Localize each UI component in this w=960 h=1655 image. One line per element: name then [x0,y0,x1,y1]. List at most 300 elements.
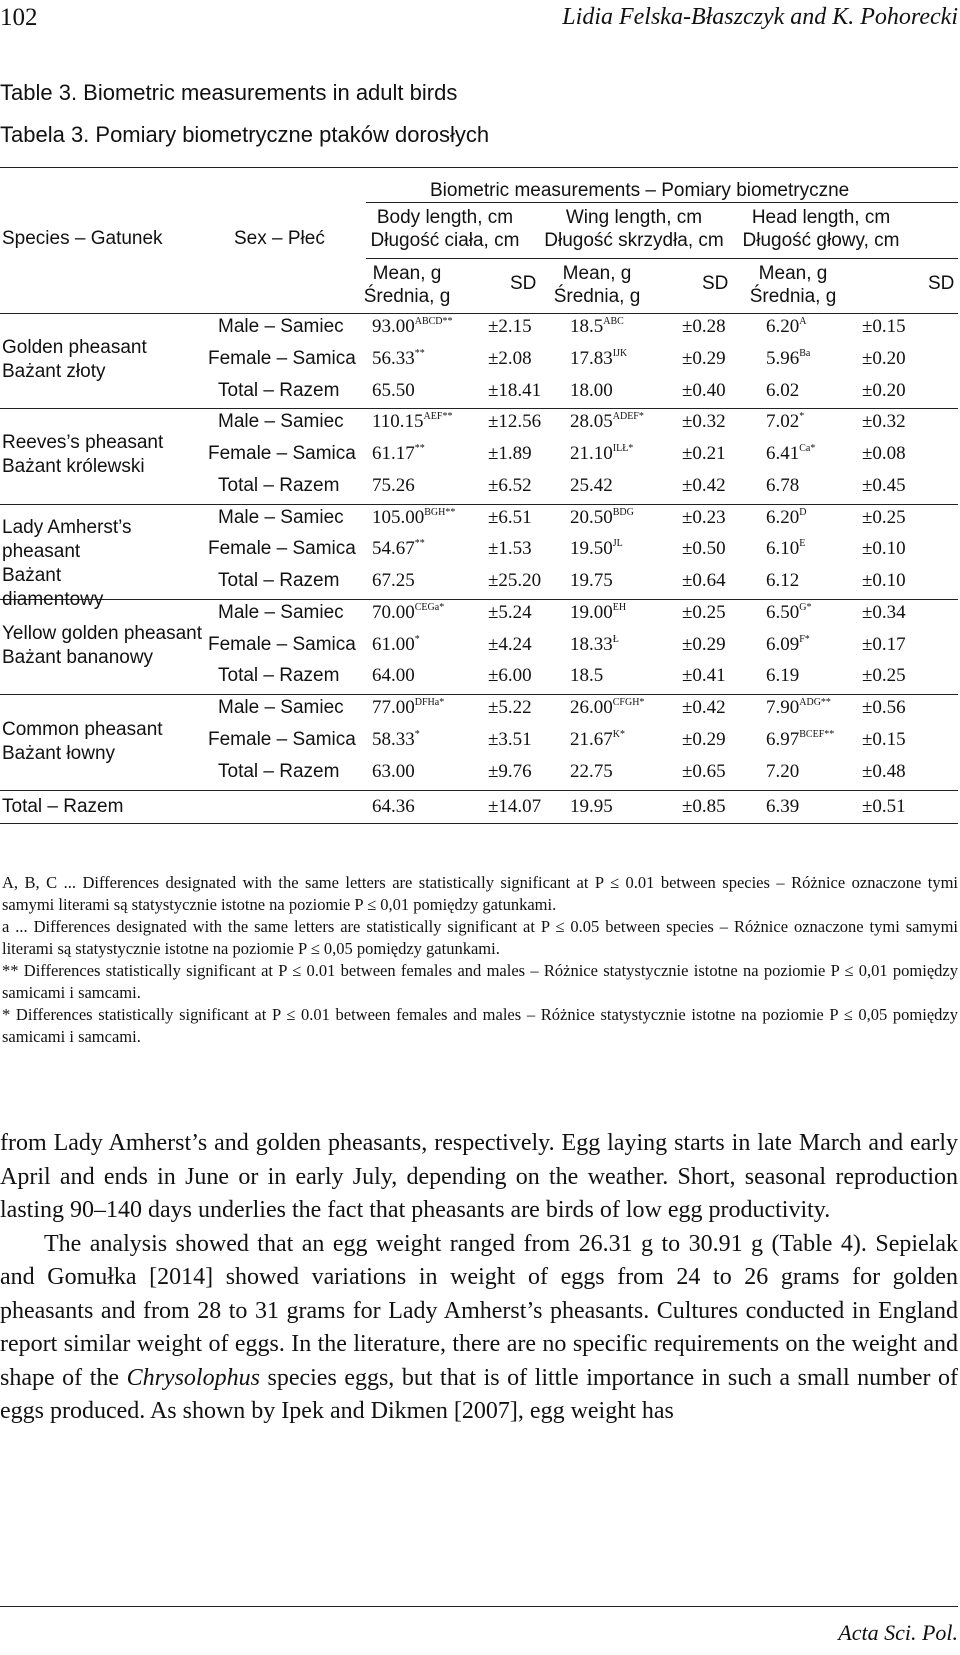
wing-mean-cell [570,475,613,497]
significance-marker: ADEF* [612,411,644,423]
wing-mean-cell [570,538,623,560]
head-mean-cell [766,443,815,465]
body-mean-cell [372,507,455,529]
sex-cell [218,475,339,497]
sex-cell [208,538,356,560]
head-sd-cell [862,729,906,751]
cell-value: ±4.24 [488,633,532,655]
cell-value: ±0.34 [862,601,906,623]
sex-cell [218,411,344,433]
head-length-header-en: Head length, cm [751,207,891,228]
cell-value: 6.12 [766,570,800,591]
cell-value: ±25.20 [488,570,542,591]
species-name-pl: Bażant bananowy [2,647,154,668]
cell-value: ±0.20 [862,379,906,401]
cell-value: ±2.15 [488,316,532,337]
significance-marker: D [799,506,807,518]
cell-value: 17.83 [570,347,613,369]
significance-marker: Ł [612,633,619,645]
head-mean-cell [766,602,811,624]
cell-value: Total – Razem [218,760,340,782]
species-reeves-pheasant [2,431,207,479]
wing-sd-cell [682,348,726,370]
body-sd-header: SD [510,273,537,294]
cell-value: 6.09 [766,633,800,655]
cell-value: 18.00 [570,379,613,401]
body-mean-cell [372,411,452,433]
col-species-header: Species – Gatunek [2,228,163,249]
cell-value: ±12.56 [488,411,542,433]
head-sd-header: SD [928,273,955,294]
body-text [0,1127,958,1429]
cell-value: 56.33 [372,347,415,369]
cell-value: ±0.32 [682,411,726,433]
body-mean-cell [372,729,420,751]
footnote: A, B, C ... Differences designated with the same letters are statistically significant at P ≤ 0.01 between species – Różnice oznaczone tymi samymi literami są statystycznie istotne na poziomie P ≤ 0,01 pomiędzy gatunkami. [2,873,958,914]
head-mean-cell [766,665,799,687]
cell-value: ±0.25 [862,665,906,687]
cell-value: Total – Razem [218,474,340,496]
paragraph [0,1228,958,1429]
table-caption-pl: Tabela 3. Pomiary biometryczne ptaków dorosłych [0,122,490,147]
sex-cell [218,507,344,529]
wing-sd-cell [682,507,726,529]
head-mean-header [748,262,838,308]
significance-marker: ** [414,443,425,454]
cell-value: 54.67 [372,538,415,560]
paragraph-text: The analysis showed that an egg weight ranged from 26.31 g to 30.91 g (Table 4). Sepielak and Gomułka [2014] showed variations in weight of eggs from 24 to 26 grams for golden pheasants and from 28 to 31 grams for Lady Amherst’s pheasants. Cultures conducted in England report similar weight of eggs. In the literature, there are no specific requirements on the weight and shape of the [0,1230,958,1391]
cell-value: ±0.08 [862,443,906,464]
head-length-header-pl: Długość głowy, cm [742,230,900,251]
running-head: Lidia Felska-Błaszczyk and K. Pohorecki [562,4,958,30]
body-sd-cell [488,538,532,560]
wing-sd-header: SD [702,273,729,294]
significance-marker: DFHa* [414,697,445,708]
wing-mean-cell [570,411,644,433]
cell-value: Male – Samiec [218,316,344,337]
significance-marker: ABCD** [414,316,453,327]
cell-value: 6.02 [766,379,800,401]
cell-value: 6.10 [766,538,800,560]
cell-value: 61.17 [372,443,415,464]
grand-total-label: Total – Razem [2,796,124,817]
cell-value: ±3.51 [488,728,532,750]
cell-value: ±0.15 [862,728,906,750]
cell-value: ±0.65 [682,760,726,782]
body-length-header-pl: Długość ciała, cm [370,230,520,251]
group-rule-1 [0,408,958,409]
body-sd-cell [488,761,532,783]
significance-marker: BDG [612,506,634,518]
head-mean-cell [766,570,799,592]
cell-value: Male – Samiec [218,411,344,433]
body-sd-cell [488,443,532,465]
body-mean-cell [372,348,425,370]
sex-cell [208,348,356,370]
cell-value: Total – Razem [218,379,340,401]
cell-value: 18.5 [570,316,604,337]
body-mean-cell [372,475,415,497]
species-name-pl: Bażant diamentowy [2,565,104,610]
head-sd-cell [862,634,906,656]
cell-value: 26.00 [570,697,613,718]
cell-value: 21.10 [570,443,613,464]
cell-value: ±0.25 [682,601,726,623]
wing-sd-cell [682,443,726,465]
cell-value: 6.20 [766,316,800,337]
significance-marker: JL [612,538,623,550]
cell-value: Female – Samica [208,728,356,750]
mean-label-en: Mean, g [372,263,442,284]
significance-marker: G* [799,601,812,613]
head-sd-cell [862,443,906,465]
wing-mean-cell [570,443,633,465]
wing-mean-cell [570,348,627,370]
table-top-rule [0,167,958,168]
significance-marker: A [799,316,807,327]
cell-value: Female – Samica [208,347,356,369]
cell-value: 18.33 [570,633,613,655]
cell-value: ±0.32 [862,411,906,433]
wing-length-header-en: Wing length, cm [565,207,703,228]
mean-label-pl: Średnia, g [749,286,837,307]
body-mean-cell [372,570,415,592]
table-bottom-rule [0,823,958,824]
species-name-pl: Bażant łowny [2,743,116,764]
body-sd-cell [488,729,532,751]
cell-value: ±0.50 [682,538,726,560]
cell-value: ±0.25 [862,506,906,528]
cell-value: Male – Samiec [218,506,344,528]
significance-marker: ** [414,347,425,359]
head-sd-cell [862,570,906,592]
group-header: Biometric measurements – Pomiary biometryczne [430,180,850,201]
wing-sd-cell [682,570,726,592]
cell-value: Male – Samiec [218,601,344,623]
body-mean-cell [372,761,415,783]
cell-value: ±0.29 [682,728,726,750]
sex-cell [218,697,344,719]
cell-value: 20.50 [570,506,613,528]
head-sd-cell [862,475,906,497]
cell-value: 18.5 [570,665,604,687]
species-name-pl: Bażant złoty [2,361,106,382]
species-name-en: Lady Amherst’s pheasant [2,517,132,562]
sex-cell [218,570,339,592]
cell-value: ±2.08 [488,347,532,369]
head-mean-cell [766,697,831,719]
wing-sd-cell [682,538,726,560]
cell-value: ±9.76 [488,760,532,782]
sex-cell [208,443,356,465]
body-sd-cell [488,411,541,433]
wing-sd-cell [682,729,726,751]
cell-value: 6.97 [766,728,800,750]
body-mean-cell [372,634,420,656]
header-bottom-rule [0,313,958,314]
cell-value: 64.00 [372,665,415,687]
measure-header-rule [366,258,958,259]
sex-cell [218,380,339,402]
cell-value: 7.02 [766,411,800,433]
cell-value: 28.05 [570,411,613,433]
wing-sd-cell [682,634,726,656]
head-mean-cell [766,761,799,783]
significance-marker: F* [799,633,810,645]
footnote: * Differences statistically significant at P ≤ 0.01 between females and males – Różnice statystycznie istotne na poziomie P ≤ 0,05 pomiędzy samicami i samcami. [2,1005,958,1046]
cell-value: ±5.24 [488,601,532,623]
significance-marker: ** [414,538,425,550]
head-sd-cell [862,697,906,719]
cell-value: 25.42 [570,474,613,496]
head-mean-cell [766,348,810,370]
body-sd-cell [488,634,532,656]
body-length-header-en: Body length, cm [376,207,514,228]
head-sd-cell [862,348,906,370]
head-sd-cell [862,380,906,402]
sex-cell [218,761,339,783]
body-sd-cell [488,602,532,624]
body-sd-cell [488,570,541,592]
body-mean-cell [372,443,425,465]
wing-length-header-pl: Długość skrzydła, cm [544,230,724,251]
cell-value: 105.00 [372,506,425,528]
cell-value: ±0.10 [862,538,906,560]
cell-value: 19.50 [570,538,613,560]
wing-sd-cell [682,475,726,497]
wing-sd-cell [682,380,726,402]
head-mean-cell [766,507,806,529]
table-footnotes [2,872,958,1048]
significance-marker: EH [612,601,627,613]
cell-value: ±0.10 [862,570,906,591]
paragraph: from Lady Amherst’s and golden pheasants, respectively. Egg laying starts in late March and early April and ends in June or in early July, depending on the weather. Short, seasonal reproduction lasting 90–140 days underlies the fact that pheasants are birds of low egg productivity. [0,1130,958,1223]
cell-value: 21.67 [570,728,613,750]
cell-value: ±0.56 [862,697,906,718]
cell-value: Total – Razem [218,570,340,591]
col-sex-header: Sex – Płeć [234,228,325,249]
head-mean-cell [766,316,806,338]
table-caption-en: Table 3. Biometric measurements in adult birds [0,80,458,105]
wing-length-header [540,206,728,252]
cell-value: Female – Samica [208,633,356,655]
grand-total-wing-mean: 19.95 [570,796,613,817]
mean-label-en: Mean, g [758,263,828,284]
species-common-pheasant [2,718,207,766]
species-name-en: Common pheasant [2,719,163,740]
cell-value: ±0.17 [862,633,906,655]
species-golden-pheasant [2,336,207,384]
mean-label-pl: Średnia, g [363,286,451,307]
head-sd-cell [862,316,906,338]
wing-sd-cell [682,697,726,719]
cell-value: 67.25 [372,570,415,591]
cell-value: ±18.41 [488,379,542,401]
body-length-header [362,206,528,252]
body-sd-cell [488,348,532,370]
significance-marker: ILŁ* [612,443,634,454]
body-mean-cell [372,665,415,687]
footnote: a ... Differences designated with the same letters are statistically significant at P ≤ 0.05 between species – Różnice oznaczone tymi samymi literami są statystycznie istotne na poziomie P ≤ 0,05 pomiędzy gatunkami. [2,917,958,958]
species-name-en: Golden pheasant [2,337,147,358]
head-sd-cell [862,507,906,529]
grand-total-head-mean: 6.39 [766,796,800,817]
cell-value: 93.00 [372,316,415,337]
cell-value: 58.33 [372,728,415,750]
head-sd-cell [862,761,906,783]
cell-value: 5.96 [766,347,800,369]
wing-mean-cell [570,602,626,624]
significance-marker: * [799,411,805,423]
cell-value: ±0.21 [682,443,726,464]
body-sd-cell [488,475,532,497]
significance-marker: * [414,728,420,740]
head-sd-cell [862,665,906,687]
cell-value: ±0.29 [682,633,726,655]
journal-name: Acta Sci. Pol. [838,1620,958,1645]
significance-marker: BCEF** [799,728,835,740]
wing-mean-cell [570,380,613,402]
significance-marker: ADG** [799,697,831,708]
head-mean-cell [766,538,805,560]
cell-value: ±0.29 [682,347,726,369]
cell-value: Total – Razem [218,665,340,687]
head-mean-cell [766,634,810,656]
head-length-header [738,206,904,252]
body-sd-cell [488,665,532,687]
grand-total-body-mean: 64.36 [372,796,415,817]
sex-cell [218,316,344,338]
wing-mean-cell [570,697,644,719]
body-mean-header [362,262,452,308]
cell-value: ±0.20 [862,347,906,369]
head-sd-cell [862,538,906,560]
wing-mean-cell [570,761,613,783]
wing-mean-cell [570,316,624,338]
species-yellow-golden-pheasant [2,622,207,670]
group-header-rule [366,202,958,203]
cell-value: ±0.15 [862,316,906,337]
significance-marker: K* [612,728,625,740]
cell-value: ±0.23 [682,506,726,528]
wing-mean-header [552,262,642,308]
head-mean-cell [766,380,799,402]
wing-sd-cell [682,316,726,338]
cell-value: 110.15 [372,411,424,433]
page-number: 102 [0,4,38,31]
body-mean-cell [372,380,415,402]
cell-value: 65.50 [372,379,415,401]
cell-value: Male – Samiec [218,697,344,718]
significance-marker: ABC [603,316,624,327]
cell-value: 63.00 [372,760,415,782]
group-rule-4 [0,694,958,695]
cell-value: 19.75 [570,570,613,591]
wing-mean-cell [570,634,619,656]
cell-value: 6.78 [766,474,800,496]
cell-value: 6.50 [766,601,800,623]
footer-rule [0,1606,958,1607]
cell-value: 70.00 [372,601,415,623]
paragraph-text: species eggs, but that is of little importance in such a small number of eggs produced. As shown by Ipek and Dikmen [2007], egg weight has [0,1364,958,1424]
cell-value: Female – Samica [208,443,356,464]
mean-label-pl: Średnia, g [553,286,641,307]
body-sd-cell [488,316,532,338]
group-rule-2 [0,504,958,505]
wing-sd-cell [682,761,726,783]
body-sd-cell [488,380,541,402]
significance-marker: E [799,538,806,550]
cell-value: 6.41 [766,443,800,464]
grand-total-head-sd: ±0.51 [862,796,906,817]
cell-value: ±0.48 [862,760,906,782]
species-name-en: Reeves’s pheasant [2,432,164,453]
species-name-en: Yellow golden pheasant [2,623,203,644]
cell-value: ±0.41 [682,665,726,687]
head-mean-cell [766,729,834,751]
wing-mean-cell [570,729,625,751]
wing-sd-cell [682,411,726,433]
cell-value: 61.00 [372,633,415,655]
head-sd-cell [862,411,906,433]
wing-sd-cell [682,665,726,687]
cell-value: ±1.53 [488,538,532,560]
body-mean-cell [372,538,425,560]
cell-value: ±0.45 [862,474,906,496]
cell-value: ±0.42 [682,697,726,718]
head-mean-cell [766,411,804,433]
cell-value: ±0.40 [682,379,726,401]
cell-value: 6.20 [766,506,800,528]
significance-marker: IJK [612,347,628,359]
cell-value: ±1.89 [488,443,532,464]
wing-mean-cell [570,570,613,592]
species-name-pl: Bażant królewski [2,456,145,477]
sex-cell [208,729,356,751]
cell-value: 75.26 [372,474,415,496]
mean-label-en: Mean, g [562,263,632,284]
sex-cell [208,634,356,656]
significance-marker: CEGa* [414,601,445,613]
significance-marker: Ba [799,347,811,359]
significance-marker: AEF** [423,411,453,423]
body-sd-cell [488,507,532,529]
cell-value: ±0.42 [682,474,726,496]
wing-mean-cell [570,507,634,529]
footnote: ** Differences statistically significant at P ≤ 0.01 between females and males – Różnice statystycznie istotne na poziomie P ≤ 0,01 pomiędzy samicami i samcami. [2,961,958,1002]
cell-value: 77.00 [372,697,415,718]
cell-value: 7.90 [766,697,800,718]
cell-value: 7.20 [766,760,800,782]
cell-value: ±5.22 [488,697,532,718]
significance-marker: Ca* [799,443,816,454]
wing-mean-cell [570,665,603,687]
cell-value: ±0.64 [682,570,726,591]
cell-value: 22.75 [570,760,613,782]
cell-value: ±6.52 [488,474,532,496]
grand-total-wing-sd: ±0.85 [682,796,726,817]
cell-value: 6.19 [766,665,800,687]
genus-name: Chrysolophus [126,1364,260,1391]
species-lady-amherst-pheasant [2,516,162,612]
cell-value: ±0.28 [682,316,726,337]
body-mean-cell [372,602,444,624]
cell-value: ±6.00 [488,665,532,687]
cell-value: 19.00 [570,601,613,623]
significance-marker: * [414,633,420,645]
body-mean-cell [372,697,444,719]
cell-value: Female – Samica [208,538,356,560]
